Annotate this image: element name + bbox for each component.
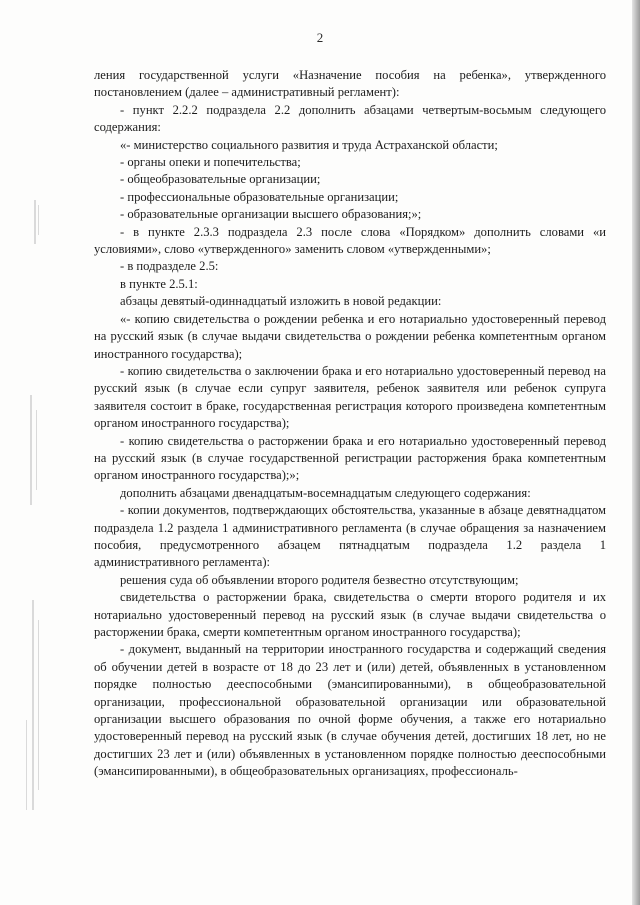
- scan-right-edge: [632, 0, 640, 905]
- scan-mark: [36, 410, 37, 490]
- paragraph: - образовательные организации высшего образования;»;: [120, 207, 422, 222]
- scan-mark: [26, 720, 27, 810]
- scan-mark: [30, 395, 32, 505]
- paragraph: в пункте 2.5.1:: [120, 276, 198, 291]
- paragraph: - пункт 2.2.2 подраздела 2.2 дополнить абзацами четвертым-восьмым следующего содержания:: [94, 102, 606, 135]
- paragraph: - в подразделе 2.5:: [120, 259, 219, 274]
- page-number: 2: [316, 30, 324, 45]
- document-body: [94, 67, 606, 781]
- paragraph: «- министерство социального развития и труда Астраханской области;: [120, 137, 498, 152]
- scan-mark: [34, 200, 36, 244]
- paragraph: ления государственной услуги «Назначение пособия на ребенка», утвержденного постановлением (далее – административный регламент):: [94, 68, 606, 100]
- paragraph: - копию свидетельства о расторжении брака и его нотариально удостоверенный перевод на русский язык (в случае государственной регистрации расторжения брака компетентным органом иностранного государства);»;: [94, 433, 606, 483]
- scan-mark: [38, 620, 39, 790]
- paragraph: абзацы девятый-одиннадцатый изложить в новой редакции:: [120, 294, 442, 309]
- paragraph: - общеобразовательные организации;: [120, 172, 321, 187]
- paragraph: - копию свидетельства о заключении брака и его нотариально удостоверенный перевод на русский язык (в случае если супруг заявителя, ребенок заявителя или ребенок супруга заявителя состоит в браке, государственная регистрация которого произведена компетентным органом иностранного государства);: [94, 363, 606, 431]
- scan-margin-artifacts: [0, 0, 78, 905]
- paragraph: «- копию свидетельства о рождении ребенка и его нотариально удостоверенный перевод на русский язык (в случае выдачи свидетельства о рождении ребенка компетентным органом иностранного государства);: [94, 311, 606, 361]
- paragraph: - в пункте 2.3.3 подраздела 2.3 после слова «Порядком» дополнить словами «и условиями», слово «утвержденного» заменить словом «утвержденными»;: [94, 224, 606, 257]
- paragraph: - органы опеки и попечительства;: [120, 155, 301, 170]
- paragraph: - профессиональные образовательные организации;: [120, 189, 399, 204]
- paragraph: решения суда об объявлении второго родителя безвестно отсутствующим;: [120, 572, 519, 587]
- paragraph: - документ, выданный на территории иностранного государства и содержащий сведения об обучении детей в возрасте от 18 до 23 лет и (или) детей, объявленных в установленном порядке полностью дееспособными (эмансипированными), в общеобразовательной организации, профессиональной образовательной организации или образовательной организации высшего образования по очной форме обучения, а также его нотариально удостоверенный перевод на русский язык (в случае обучения детей, достигших 18 лет, но не достигших 23 лет и (или) объявленных в установленном порядке полностью дееспособными (эмансипированными), в общеобразовательных организациях, профессиональ-: [94, 642, 606, 779]
- scan-mark: [38, 205, 39, 235]
- paragraph: свидетельства о расторжении брака, свидетельства о смерти второго родителя и их нотариально удостоверенный перевод на русский язык (в случае выдачи свидетельства о расторжении брака, смерти компетентным органом иностранного государства);: [94, 590, 606, 639]
- scan-mark: [32, 600, 34, 810]
- paragraph: дополнить абзацами двенадцатым-восемнадцатым следующего содержания:: [120, 485, 531, 500]
- paragraph: - копии документов, подтверждающих обстоятельства, указанные в абзаце девятнадцатом подраздела 1.2 раздела 1 административного регламента (в случае обращения за назначением пособия, предусмотренного абзацем пятнадцатым подраздела 1.2 раздела 1 административного регламента):: [94, 503, 606, 570]
